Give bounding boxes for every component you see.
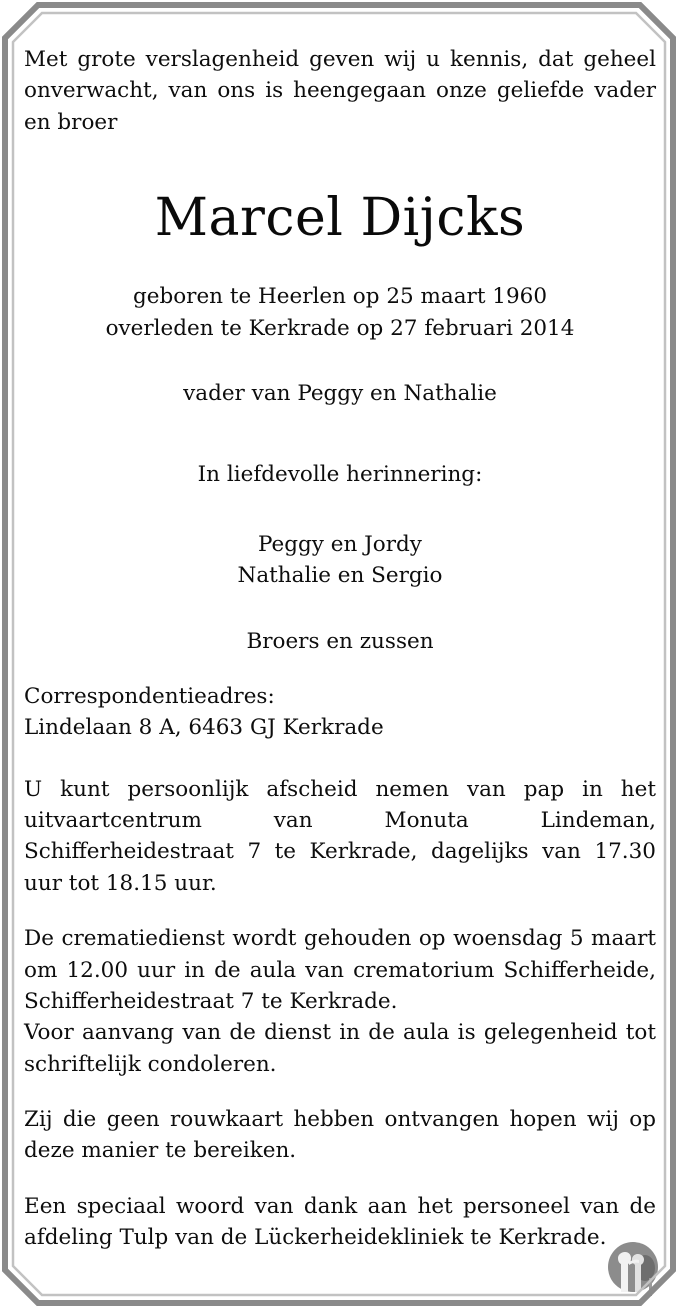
monuta-figures-logo xyxy=(602,1238,664,1300)
opening-paragraph: Met grote verslagenheid geven wij u kennis, dat geheel onverwacht, van ons is heengegaan onze geliefde vader en broer xyxy=(24,47,656,135)
death-line: overleden te Kerkrade op 27 februari 2014 xyxy=(105,315,575,341)
memorial-heading: In liefdevolle herinnering: xyxy=(197,462,483,488)
deceased-name: Marcel Dijcks xyxy=(154,188,526,249)
condolence-paragraph: Voor aanvang van de dienst in de aula is gelegenheid tot schriftelijk condoleren. xyxy=(24,1020,656,1077)
relation-line: vader van Peggy en Nathalie xyxy=(183,381,497,407)
survivor-line: Nathalie en Sergio xyxy=(237,563,443,589)
viewing-paragraph: U kunt persoonlijk afscheid nemen van pap in het uitvaartcentrum van Monuta Lindeman, Schifferheidestraat 7 te Kerkrade, dagelijks van 17.30 uur tot 18.15 uur. xyxy=(24,776,656,896)
service-paragraph: De crematiedienst wordt gehouden op woensdag 5 maart om 12.00 uur in de aula van crematorium Schifferheide, Schifferheidestraat 7 te Kerkrade. xyxy=(24,926,656,1014)
birth-line: geboren te Heerlen op 25 maart 1960 xyxy=(132,284,548,310)
survivor-line: Peggy en Jordy xyxy=(258,531,422,557)
correspondence-label: Correspondentieadres: xyxy=(24,683,275,709)
siblings-line: Broers en zussen xyxy=(246,628,434,654)
thanks-paragraph: Een speciaal woord van dank aan het personeel van de afdeling Tulp van de Lückerheidekliniek te Kerkrade. xyxy=(24,1193,656,1251)
notice-paragraph: Zij die geen rouwkaart hebben ontvangen hopen wij op deze manier te bereiken. xyxy=(24,1107,656,1164)
correspondence-address: Lindelaan 8 A, 6463 GJ Kerkrade xyxy=(24,715,384,741)
